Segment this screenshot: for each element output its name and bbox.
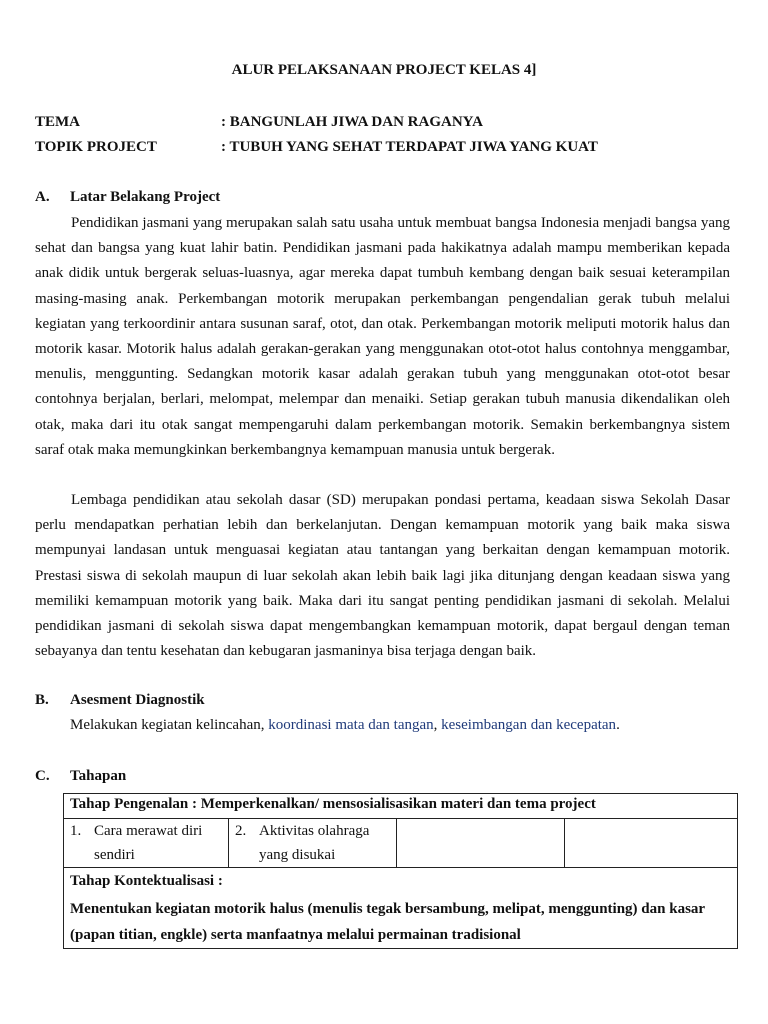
- table-row: [64, 794, 738, 819]
- section-a-title: Latar Belakang Project: [70, 189, 221, 205]
- section-a-letter: A.: [35, 189, 50, 205]
- section-b-letter: B.: [35, 692, 49, 708]
- meta-topik-value: : TUBUH YANG SEHAT TERDAPAT JIWA YANG KUAT: [221, 139, 598, 155]
- section-b-text-link2: keseimbangan dan kecepatan: [441, 717, 617, 733]
- table-row: [64, 819, 738, 868]
- empty-cell-4: [565, 819, 738, 868]
- item-1-number: 1.: [70, 823, 82, 839]
- meta-topik-key: TOPIK PROJECT: [35, 139, 157, 155]
- section-c-title: Tahapan: [70, 768, 127, 784]
- section-b-text: [70, 717, 620, 734]
- kontekstualisasi-title: Tahap Kontektualisasi :: [70, 873, 223, 889]
- item-2-line1: Aktivitas olahraga: [259, 823, 370, 839]
- section-b-text-start: Melakukan kegiatan kelincahan,: [70, 717, 269, 733]
- table-row: [64, 868, 738, 949]
- item-1-line1: Cara merawat diri: [94, 823, 203, 839]
- kontekstualisasi-body: Menentukan kegiatan motorik halus (menulis tegak bersambung, melipat, menggunting) dan kasar (papan titian, engkle) serta manfaatnya melalui permainan tradisional: [70, 901, 705, 943]
- section-a-heading: [35, 189, 220, 206]
- meta-tema: [35, 114, 483, 131]
- pengenalan-header-cell: Tahap Pengenalan : Memperkenalkan/ mensosialisasikan materi dan tema project: [64, 794, 738, 819]
- section-c-heading: [35, 768, 126, 785]
- meta-topik: [35, 139, 598, 156]
- item-cell-1: [64, 819, 229, 868]
- tahapan-table: [63, 793, 738, 949]
- kontekstualisasi-cell: [64, 868, 738, 949]
- section-a-paragraph-2: Lembaga pendidikan atau sekolah dasar (SD) merupakan pondasi pertama, keadaan siswa Sekolah Dasar perlu mendapatkan perhatian lebih dan berkelanjutan. Dengan kemampuan motorik yang baik maka siswa mempunyai landasan untuk menguasai kegiatan atau tantangan yang berkaitan dengan kemampuan motorik. Prestasi siswa di sekolah maupun di luar sekolah akan lebih baik lagi jika ditunjang dengan keadaan siswa yang memiliki kemampuan motorik yang baik. Maka dari itu sangat penting pendidikan jasmani di sekolah. Melalui pendidikan jasmani di sekolah siswa dapat mengembangkan kemampuan motorik, dapat bergaul dengan teman sebayanya dan tentu kesehatan dan kebugaran jasmaninya bisa terjaga dengan baik.: [35, 492, 730, 660]
- section-b-heading: [35, 692, 205, 709]
- section-a-paragraph-1: Pendidikan jasmani yang merupakan salah satu usaha untuk membuat bangsa Indonesia menjadi bangsa yang sehat dan bangsa yang kuat lahir batin. Pendidikan jasmani pada hakikatnya adalah mampu memberikan kepada anak didik untuk bergerak seluas-luasnya, agar mereka dapat tumbuh kembang dengan baik sesuai keterampilan masing-masing anak. Perkembangan motorik merupakan perkembangan pengendalian gerak tubuh melalui kegiatan yang terkoordinir antara susunan saraf, otot, dan otak. Perkembangan motorik meliputi motorik halus dan motorik kasar. Motorik halus adalah gerakan-gerakan yang menggunakan otot-otot halus contohnya menggambar, menulis, menggunting. Sedangkan motorik kasar adalah gerakan tubuh yang menggunakan otot-otot besar contohnya berjalan, berlari, melompat, melempar dan menaiki. Setiap gerakan tubuh manusia dikendalikan oleh otak, maka dari itu otak sangat mempengaruhi dalam perkembangan motorik. Semakin berkembangnya sistem saraf otak maka memungkinkan berkembangnya kemampuan manusia untuk bergerak.: [35, 215, 730, 458]
- meta-tema-key: TEMA: [35, 114, 80, 130]
- section-b-text-link1: koordinasi mata dan tangan: [268, 717, 434, 733]
- section-b-title: Asesment Diagnostik: [70, 692, 205, 708]
- empty-cell-3: [397, 819, 565, 868]
- section-c-letter: C.: [35, 768, 50, 784]
- item-2-number: 2.: [235, 823, 247, 839]
- item-cell-2: [229, 819, 397, 868]
- item-2-line2: yang disukai: [259, 847, 336, 863]
- section-b-text-mid: ,: [433, 717, 442, 733]
- document-title: ALUR PELAKSANAAN PROJECT KELAS 4]: [231, 62, 537, 78]
- meta-tema-value: : BANGUNLAH JIWA DAN RAGANYA: [221, 114, 483, 130]
- section-b-text-end: .: [616, 717, 620, 733]
- item-1-line2: sendiri: [94, 847, 135, 863]
